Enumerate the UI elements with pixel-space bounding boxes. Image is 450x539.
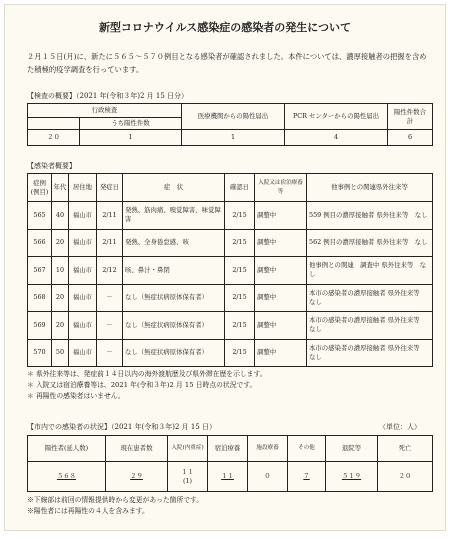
value-hospital-text: １１ <box>181 467 194 476</box>
patient-onset-cell: － <box>97 339 123 367</box>
value-discharged <box>326 462 378 492</box>
value-positive-text: ５６８ <box>56 472 77 480</box>
header-total: 陽性件数合 計 <box>388 104 433 130</box>
patient-age-cell: 50 <box>52 339 69 367</box>
header-current: 現在患者数 <box>106 436 168 462</box>
patient-admission-cell: 調整中 <box>255 229 307 257</box>
patient-residence-cell: 福山市 <box>69 229 97 257</box>
page-title: 新型コロナウイルス感染症の感染者の発生について <box>98 21 352 34</box>
patient-note: ＊ 県外往来等は、発症前１４日以内の海外渡航歴及び県外滞在歴を示します。 <box>27 370 267 378</box>
patient-confirmed-cell: 2/15 <box>225 229 255 257</box>
patient-onset-cell: 2/11 <box>97 229 123 257</box>
patient-symptoms-cell: 咳、鼻汁・鼻閉 <box>123 257 225 285</box>
value-death: ２０ <box>378 462 433 492</box>
patient-residence-cell: 福山市 <box>69 202 97 230</box>
patient-age-cell: 20 <box>52 284 69 312</box>
header-facility: 施設療養 <box>248 436 288 462</box>
patient-age-cell: 20 <box>52 312 69 340</box>
header-onset: 発症日 <box>97 174 123 202</box>
patient-confirmed-cell: 2/15 <box>225 312 255 340</box>
patient-age-cell: 10 <box>52 257 69 285</box>
patient-admission-cell: 調整中 <box>255 312 307 340</box>
header-relation: 他事例との関連県外往来等 <box>307 174 433 202</box>
patient-case-cell: 566 <box>28 229 52 257</box>
patient-row <box>28 229 433 257</box>
header-admin-test: 行政検査 <box>28 104 182 118</box>
patient-case-cell: 570 <box>28 339 52 367</box>
value-hotel-text: １１ <box>221 472 234 480</box>
value-facility: ０ <box>248 462 288 492</box>
status-note: ※下線部は前回の情報提供時から変更があった箇所です。 <box>27 496 204 504</box>
patient-relation-cell: 562 例目の濃厚接触者 県外往来等 なし <box>307 229 433 257</box>
patient-note: ＊ 再陽性の感染者はいません。 <box>27 392 125 400</box>
patient-admission-cell: 調整中 <box>255 284 307 312</box>
intro-paragraph: ２月１５日(月)に、新たに５６５～５７０例目となる感染者が確認されました。本件については、濃厚接触者の把握を含めた積極的疫学調査を行っています。 <box>27 52 427 74</box>
patient-age-cell: 20 <box>52 229 69 257</box>
patient-relation-cell: 本市の感染者の濃厚接触者 県外往来等 なし <box>307 312 433 340</box>
header-positive: 陽性者(延人数) <box>28 436 106 462</box>
patient-onset-cell: － <box>97 284 123 312</box>
value-admin: ２０ <box>28 130 80 146</box>
patients-heading: 【感染者概要】 <box>27 162 76 170</box>
header-admin-positive: うち陽性件数 <box>80 118 182 130</box>
inspection-table <box>27 103 433 146</box>
header-pcr: PCR センターからの陽性届出 <box>285 104 388 130</box>
patient-onset-cell: － <box>97 312 123 340</box>
value-hotel <box>208 462 248 492</box>
header-discharged: 退院等 <box>326 436 378 462</box>
patient-admission-cell: 調整中 <box>255 257 307 285</box>
value-other <box>288 462 326 492</box>
patient-admission-cell: 調整中 <box>255 202 307 230</box>
value-hospital <box>168 462 208 492</box>
patient-confirmed-cell: 2/15 <box>225 202 255 230</box>
status-heading: 【市内での感染者の状況】（2021 年(令和３年)2 月 15 日） <box>27 423 217 431</box>
value-pcr: 4 <box>285 130 388 146</box>
patient-residence-cell: 福山市 <box>69 312 97 340</box>
patient-case-cell: 567 <box>28 257 52 285</box>
header-case: 症例(例目) <box>28 174 52 202</box>
header-hospital: 入院(内重症) <box>168 436 208 462</box>
patient-relation-cell: 他事例との関連 調査中 県外往来等 なし <box>307 257 433 285</box>
value-positive <box>28 462 106 492</box>
value-total: 6 <box>388 130 433 146</box>
value-current <box>106 462 168 492</box>
header-age: 年代 <box>52 174 69 202</box>
patient-age-cell: 40 <box>52 202 69 230</box>
patient-case-cell: 569 <box>28 312 52 340</box>
patient-confirmed-cell: 2/15 <box>225 284 255 312</box>
value-severe-text: (1) <box>182 476 193 485</box>
header-other: その他 <box>288 436 326 462</box>
patient-relation-cell: 559 例目の濃厚接触者 県外往来等 なし <box>307 202 433 230</box>
patient-residence-cell: 福山市 <box>69 257 97 285</box>
header-hotel: 宿泊療養 <box>208 436 248 462</box>
status-table <box>27 435 433 492</box>
document-page <box>4 4 446 531</box>
patients-table <box>27 173 433 367</box>
patient-row <box>28 202 433 230</box>
header-confirmed: 確認日 <box>225 174 255 202</box>
value-discharged-text: ５１９ <box>341 472 362 480</box>
value-medical: 1 <box>182 130 285 146</box>
value-current-text: ２９ <box>130 472 143 480</box>
patient-case-cell: 568 <box>28 284 52 312</box>
patient-confirmed-cell: 2/15 <box>225 339 255 367</box>
header-death: 死亡 <box>378 436 433 462</box>
header-medical: 医療機関からの陽性届出 <box>182 104 285 130</box>
status-unit: （単位：人） <box>379 423 421 431</box>
inspection-heading: 【検査の概要】（2021 年(令和３年)2 月 15 日分） <box>27 92 189 100</box>
patient-residence-cell: 福山市 <box>69 339 97 367</box>
patient-symptoms-cell: なし（無症状病原体保有者） <box>123 312 225 340</box>
patient-symptoms-cell: 発熱、全身倦怠感、咳 <box>123 229 225 257</box>
patient-row <box>28 257 433 285</box>
value-admin-positive: 1 <box>80 130 182 146</box>
header-admission: 入院又は宿泊療養等 <box>255 174 307 202</box>
patient-symptoms-cell: なし（無症状病原体保有者） <box>123 284 225 312</box>
patient-relation-cell: 本市の感染者の濃厚接触者 県外往来等 なし <box>307 339 433 367</box>
patient-row <box>28 339 433 367</box>
patient-note: ＊ 入院又は宿泊療養等は、2021 年(令和３年)2 月 15 日時点の状況です。 <box>27 381 257 389</box>
patient-onset-cell: 2/12 <box>97 257 123 285</box>
patient-residence-cell: 福山市 <box>69 284 97 312</box>
patient-symptoms-cell: 発熱、筋肉痛、嗅覚障害、味覚障害 <box>123 202 225 230</box>
patient-symptoms-cell: なし（無症状病原体保有者） <box>123 339 225 367</box>
patient-confirmed-cell: 2/15 <box>225 257 255 285</box>
patient-admission-cell: 調整中 <box>255 339 307 367</box>
patient-rows <box>28 202 433 367</box>
patient-row <box>28 312 433 340</box>
status-notes <box>27 495 203 517</box>
patient-case-cell: 565 <box>28 202 52 230</box>
status-note: ※陽性者には再陽性の４人を含みます。 <box>27 507 149 515</box>
header-admin-blank <box>28 118 80 130</box>
value-other-text: ７ <box>303 472 310 480</box>
patient-row <box>28 284 433 312</box>
patient-onset-cell: 2/11 <box>97 202 123 230</box>
header-residence: 居住地 <box>69 174 97 202</box>
header-symptoms: 症 状 <box>123 174 225 202</box>
patient-notes <box>27 369 267 402</box>
patient-relation-cell: 本市の感染者の濃厚接触者 県外往来等 なし <box>307 284 433 312</box>
